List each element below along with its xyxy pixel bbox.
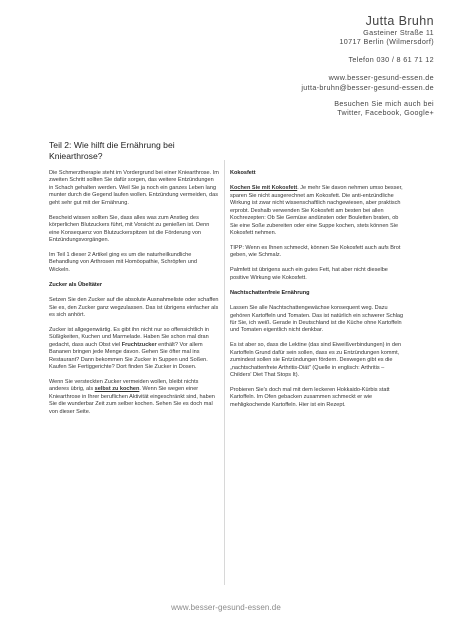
paragraph: Lassen Sie alle Nachtschattengewächse konsequent weg. Dazu gehören Kartoffeln und Tomaten. Das ist natürlich ein schwerer Schlag für Sie, ich weiß. Gerade in Deutschland ist die Küche ohne Kartoffeln und Tomaten eigentlich nicht denkbar. — [230, 305, 404, 334]
left-column — [49, 170, 219, 424]
paragraph — [49, 327, 219, 372]
column-divider — [224, 160, 225, 585]
text-run: . Je mehr Sie davon nehmen umso besser, sparen Sie nicht ausgerechnet am Kokosfett. Die anti-entzündliche Wirkung ist zwar nicht wissenschaftlich nachgewiesen, aber praktisch erprobt. Deshalb verwenden Sie Kokosfett am besten bei allen Kochrezepten: Ob Sie Gemüse andünsten oder Bouletten braten, ob Sie eine Soße zubereiten oder eine Suppe kochen, stets können Sie Kokosfett nehmen. — [230, 185, 403, 237]
address-street: Gasteiner Straße 11 — [363, 28, 434, 37]
paragraph: Die Schmerztherapie steht im Vordergrund bei einer Kniearthrose. Im zweiten Schritt sollten Sie dafür sorgen, das weitere Entzündungen in Schach gehalten werden. Weil Sie ja noch ein ganzes Leben lang munter durch die Gegend laufen wollen. Entzündung vermeiden, das geht sehr gut mit der Ernährung. — [49, 170, 219, 206]
social-line-1: Besuchen Sie mich auch bei — [334, 99, 434, 109]
social-line-2: Twitter, Facebook, Google+ — [337, 108, 434, 118]
paragraph: Palmfett ist übrigens auch ein gutes Fett, hat aber nicht dieselbe positive Wirkung wie Kokosfett. — [230, 267, 388, 281]
paragraph: Probieren Sie's doch mal mit dem leckeren Hokkaido-Kürbis statt Kartoffeln. Im Ofen gebacken zusammen schmeckt er wie mehligkochende Kartoffeln. Hier ist ein Rezept. — [230, 386, 390, 408]
letterhead — [204, 14, 434, 118]
section-heading-kokosfett: Kokosfett — [230, 170, 256, 176]
emphasis-kokosfett: Kochen Sie mit Kokosfett — [230, 185, 298, 192]
address-city: 10717 Berlin (Wilmersdorf) — [339, 37, 434, 47]
article-title: Teil 2: Wie hilft die Ernährung bei Kniearthrose? — [49, 140, 175, 161]
text-run: . Wenn Sie wegen einer Kniearthrose in Ihrer beruflichen Aktivität eingeschränkt sind, haben Sie die wunderbar Zeit zum selber kochen. Sehen Sie es doch mal von dieser Seite. — [49, 386, 215, 415]
text-run: enthält? Vor allem Bananen bringen jede Menge davon. Gehen Sie öfter mal ins Restaurant? Dann bekommen Sie Zucker in Suppen und Soßen. Kaufen Sie Fertiggerichte? Dort finden Sie Zucker in Dosen. — [49, 341, 208, 371]
paragraph — [230, 185, 404, 237]
paragraph: Es ist aber so, dass die Lektine (das sind Eiweißverbindungen) in den Kartoffeln Grund dafür sein sollen, dass es zu Entzündungen kommt, zumindest sollen sie Entzündungen fördern. Deswegen gibt es die „nachtschattenfreie Arthritis-Diät" (Quelle in englisch: Arthritis – Childers' Diet That Stops It). — [230, 342, 402, 379]
emphasis-fruchtzucker: Fruchtzucker — [121, 341, 157, 348]
email-link[interactable]: jutta-bruhn@besser-gesund-essen.de — [301, 82, 434, 92]
section-heading-nachtschatten: Nachtschattenfreie Ernährung — [230, 289, 310, 296]
text-run: Wenn Sie versteckten Zucker vermeiden wollen, bleibt nichts anderes übrig, als — [49, 378, 199, 393]
paragraph: TIPP: Wenn es Ihnen schmeckt, können Sie Kokosfett auch aufs Brot geben, wie Schmalz. — [230, 245, 401, 259]
paragraph: Im Teil 1 dieser 2 Artikel ging es um die naturheilkundliche Behandlung von Arthrosen mit Homöopathie, Schröpfen und Wickeln. — [49, 251, 198, 273]
right-column — [230, 170, 404, 417]
paragraph — [49, 379, 219, 416]
phone-number: Telefon 030 / 8 61 71 12 — [348, 55, 434, 65]
section-heading-zucker: Zucker als Übeltäter — [49, 281, 103, 288]
emphasis-selbst-kochen: selbst zu kochen — [94, 386, 140, 393]
footer-website-link[interactable]: www.besser-gesund-essen.de — [171, 603, 281, 612]
paragraph: Bescheid wissen sollten Sie, dass alles was zum Anstieg des körperlichen Blutzuckers führt, mit Vorsicht zu genießen ist. Denn eine Konsequenz von Blutzuckerspitzen ist die Förderung von Entzündungsvorgängen. — [49, 214, 210, 244]
paragraph: Setzen Sie den Zucker auf die absolute Ausnahmeliste oder schaffen Sie es, den Zucker ganz wegzulassen. Das ist übrigens einfacher als es sich anhört. — [49, 297, 219, 318]
author-name: Jutta Bruhn — [365, 14, 434, 28]
website-link[interactable]: www.besser-gesund-essen.de — [328, 73, 434, 83]
text-run: Zucker ist allgegenwärtig. Es gibt ihn nicht nur so offensichtlich in Süßigkeiten, Kuchen und Marmelade. Haben Sie schon mal dran gedacht, dass auch Obst viel — [49, 326, 209, 348]
